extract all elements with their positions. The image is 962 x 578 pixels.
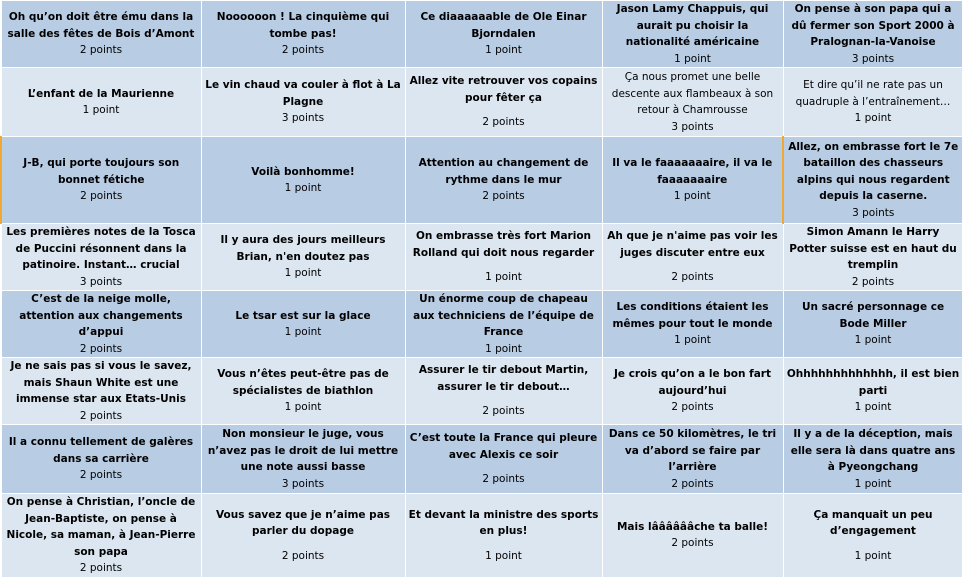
quote-text: Ça nous promet une belle descente aux flambeaux à son retour à Chamrousse bbox=[611, 71, 774, 116]
table-cell bbox=[602, 224, 783, 291]
table-cell bbox=[602, 291, 783, 358]
points-value: 2 points bbox=[281, 549, 325, 562]
quote-text: Simon Amann le Harry Potter suisse est en haut du tremplin bbox=[789, 226, 957, 271]
table-cell bbox=[1, 494, 201, 578]
table-cell bbox=[201, 494, 405, 578]
points-value: 1 point bbox=[485, 271, 522, 284]
quote-text: Dans ce 50 kilomètres, le tri va d’abord se faire par l’arrière bbox=[608, 428, 777, 473]
points-value: 2 points bbox=[851, 275, 895, 288]
table-cell bbox=[201, 291, 405, 358]
quote-text: Noooooon ! La cinquième qui tombe pas! bbox=[216, 11, 390, 40]
table-cell bbox=[405, 1, 602, 68]
quote-text: Et dire qu’il ne rate pas un quadruple à l’entraînement… bbox=[795, 79, 951, 108]
table-cell bbox=[201, 68, 405, 137]
points-value: 2 points bbox=[482, 190, 525, 203]
table-cell bbox=[783, 68, 962, 137]
points-value: 3 points bbox=[281, 112, 325, 125]
points-value: 2 points bbox=[79, 342, 123, 355]
quote-text: Ça manquait un peu d’engagement bbox=[813, 508, 933, 537]
table-cell bbox=[201, 137, 405, 224]
quote-text: Allez, on embrasse fort le 7e bataillon des chasseurs alpins qui nous regardent depuis la caserne. bbox=[788, 140, 959, 203]
table-cell bbox=[783, 224, 962, 291]
points-value: 2 points bbox=[79, 469, 123, 482]
table-cell bbox=[783, 425, 962, 494]
table-cell bbox=[405, 224, 602, 291]
quote-text: Les premières notes de la Tosca de Puccini résonnent dans la patinoire. Instant… crucial bbox=[6, 226, 196, 271]
table-cell bbox=[1, 224, 201, 291]
quote-text: Je ne sais pas si vous le savez, mais Shaun White est une immense star aux Etats-Unis bbox=[10, 360, 192, 405]
points-value: 2 points bbox=[79, 44, 123, 57]
table-cell bbox=[405, 68, 602, 137]
quote-text: Le vin chaud va couler à flot à La Plagne bbox=[205, 79, 401, 108]
points-value: 2 points bbox=[482, 405, 525, 418]
points-value: 3 points bbox=[79, 275, 123, 288]
table-row bbox=[1, 68, 962, 137]
table-row bbox=[1, 291, 962, 358]
quote-text: Il y a de la déception, mais elle sera là dans quatre ans à Pyeongchang bbox=[790, 428, 956, 473]
table-cell bbox=[201, 425, 405, 494]
points-value: 2 points bbox=[671, 537, 714, 550]
points-value: 3 points bbox=[851, 52, 895, 65]
quote-text: Jason Lamy Chappuis, qui aurait pu choisir la nationalité américaine bbox=[616, 3, 769, 48]
quote-text: Voilà bonhomme! bbox=[251, 165, 355, 178]
points-value: 2 points bbox=[80, 190, 123, 203]
points-value: 1 point bbox=[485, 44, 522, 57]
quote-text: Et devant la ministre des sports en plus! bbox=[408, 508, 599, 537]
points-value: 3 points bbox=[281, 477, 325, 490]
quote-text: C’est de la neige molle, attention aux changements d’appui bbox=[19, 293, 183, 338]
table-row bbox=[1, 1, 962, 68]
table-cell bbox=[1, 68, 201, 137]
quote-text: Un sacré personnage ce Bode Miller bbox=[801, 301, 945, 330]
quote-text: Il a connu tellement de galères dans sa carrière bbox=[8, 436, 194, 465]
quote-text: C’est toute la France qui pleure avec Alexis ce soir bbox=[409, 432, 598, 461]
table-cell bbox=[1, 1, 201, 68]
quote-text: On pense à son papa qui a dû fermer son Sport 2000 à Pralognan-la-Vanoise bbox=[791, 3, 955, 48]
table-cell bbox=[1, 137, 201, 224]
points-value: 1 point bbox=[854, 401, 892, 414]
points-value: 1 point bbox=[485, 549, 522, 562]
points-value: 2 points bbox=[482, 116, 525, 129]
quote-text: Je crois qu’on a le bon fart aujourd’hui bbox=[614, 368, 771, 397]
quote-text: Il y aura des jours meilleurs Brian, n'en doutez pas bbox=[220, 234, 386, 263]
table-cell bbox=[602, 137, 783, 224]
quote-text: Non monsieur le juge, vous n’avez pas le droit de lui mettre une note aussi basse bbox=[207, 428, 399, 473]
quote-text: On pense à Christian, l’oncle de Jean-Baptiste, on pense à Nicole, sa maman, à Jean-Pierre son papa bbox=[6, 496, 196, 558]
quotes-grid-body bbox=[1, 1, 962, 578]
quote-text: J-B, qui porte toujours son bonnet fétiche bbox=[23, 157, 180, 186]
quote-text: Vous savez que je n’aime pas parler du dopage bbox=[215, 508, 391, 537]
quote-text: L’enfant de la Maurienne bbox=[27, 87, 175, 100]
table-cell bbox=[602, 1, 783, 68]
points-value: 1 point bbox=[854, 112, 892, 125]
points-value: 1 point bbox=[673, 190, 711, 203]
table-cell bbox=[201, 358, 405, 425]
table-cell bbox=[783, 291, 962, 358]
table-cell bbox=[602, 68, 783, 137]
points-value: 1 point bbox=[284, 267, 322, 280]
table-row bbox=[1, 224, 962, 291]
quote-text: Attention au changement de rythme dans le mur bbox=[418, 157, 589, 186]
quote-text: Les conditions étaient les mêmes pour tout le monde bbox=[612, 301, 773, 330]
table-row bbox=[1, 494, 962, 578]
table-cell bbox=[602, 425, 783, 494]
table-cell bbox=[602, 358, 783, 425]
table-cell bbox=[405, 137, 602, 224]
quote-text: On embrasse très fort Marion Rolland qui doit nous regarder bbox=[412, 230, 595, 259]
points-value: 2 points bbox=[79, 409, 123, 422]
points-value: 1 point bbox=[284, 182, 322, 194]
points-value: 1 point bbox=[854, 334, 892, 347]
table-cell bbox=[602, 494, 783, 578]
quote-text: Ce diaaaaaable de Ole Einar Bjorndalen bbox=[420, 11, 587, 40]
points-value: 1 point bbox=[854, 549, 892, 562]
points-value: 1 point bbox=[284, 326, 322, 338]
quote-text: Allez vite retrouver vos copains pour fêter ça bbox=[409, 75, 598, 104]
table-cell bbox=[1, 358, 201, 425]
points-value: 2 points bbox=[671, 401, 714, 414]
table-cell bbox=[783, 1, 962, 68]
points-value: 1 point bbox=[485, 342, 522, 355]
points-value: 3 points bbox=[852, 206, 895, 219]
table-cell bbox=[783, 137, 962, 224]
quote-text: Le tsar est sur la glace bbox=[235, 309, 371, 322]
table-row bbox=[1, 425, 962, 494]
quote-text: Mais lââââââche ta balle! bbox=[616, 520, 769, 533]
table-cell bbox=[405, 494, 602, 578]
points-value: 1 point bbox=[854, 477, 892, 490]
points-value: 1 point bbox=[674, 52, 711, 65]
points-value: 1 point bbox=[82, 104, 120, 116]
points-value: 1 point bbox=[674, 334, 711, 347]
quote-text: Un énorme coup de chapeau aux techniciens de l’équipe de France bbox=[413, 293, 594, 338]
points-value: 1 point bbox=[284, 401, 322, 414]
points-value: 2 points bbox=[671, 271, 714, 284]
table-cell bbox=[783, 494, 962, 578]
points-value: 2 points bbox=[671, 477, 714, 490]
table-cell bbox=[201, 224, 405, 291]
quote-text: Il va le faaaaaaaire, il va le faaaaaaaire bbox=[612, 157, 773, 186]
table-cell bbox=[201, 1, 405, 68]
points-value: 3 points bbox=[671, 120, 714, 133]
quote-text: Ohhhhhhhhhhhhh, il est bien parti bbox=[786, 368, 960, 397]
quote-text: Oh qu’on doit être ému dans la salle des fêtes de Bois d’Amont bbox=[7, 11, 195, 40]
table-cell bbox=[405, 358, 602, 425]
table-row bbox=[1, 137, 962, 224]
quote-text: Vous n’êtes peut-être pas de spécialistes de biathlon bbox=[217, 368, 389, 397]
table-cell bbox=[1, 425, 201, 494]
table-cell bbox=[405, 291, 602, 358]
points-value: 2 points bbox=[482, 473, 525, 486]
table-cell bbox=[1, 291, 201, 358]
points-value: 2 points bbox=[79, 562, 123, 574]
quote-text: Assurer le tir debout Martin, assurer le tir debout… bbox=[418, 364, 589, 393]
table-cell bbox=[783, 358, 962, 425]
table-row bbox=[1, 358, 962, 425]
table-cell bbox=[405, 425, 602, 494]
points-value: 2 points bbox=[281, 44, 325, 57]
quote-text: Ah que je n'aime pas voir les juges discuter entre eux bbox=[607, 230, 778, 259]
